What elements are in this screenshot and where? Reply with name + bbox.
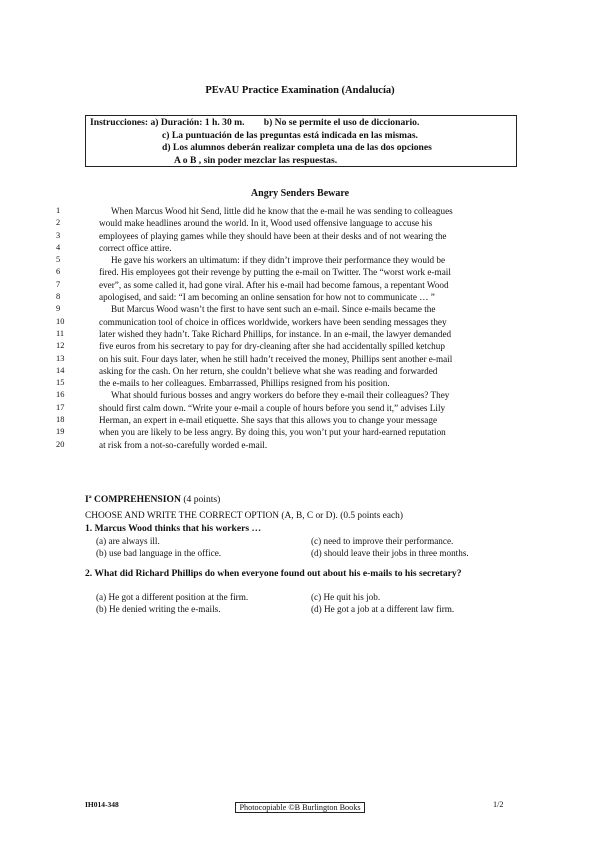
question-2-options xyxy=(96,592,516,615)
line-text: would make headlines around the world. In it, Wood used offensive language to accuse his xyxy=(99,218,433,229)
option-c: (c) need to improve their performance. xyxy=(311,536,454,546)
line-number: 6 xyxy=(56,267,61,277)
footer-copyright xyxy=(0,797,600,815)
line-number: 13 xyxy=(56,353,65,363)
passage-line xyxy=(52,205,522,217)
line-number: 12 xyxy=(56,341,65,351)
instructions-line-2: c) La puntuación de las preguntas está indicada en las mismas. xyxy=(162,129,418,141)
question-1-prompt: 1. Marcus Wood thinks that his workers … xyxy=(85,523,262,534)
line-number: 1 xyxy=(56,206,61,215)
line-text: the e-mails to her colleagues. Embarrassed, Phillips resigned from his position. xyxy=(99,378,390,389)
passage-line xyxy=(52,291,522,303)
option-b: (b) He denied writing the e-mails. xyxy=(96,603,221,614)
line-text: at risk from a not-so-carefully worded e-mail. xyxy=(99,439,268,450)
copyright-label: Photocopiable ©B Burlington Books xyxy=(235,802,364,813)
line-number: 2 xyxy=(56,218,61,228)
passage-line xyxy=(52,328,522,340)
line-text: later wished they hadn’t. Take Richard Phillips, for instance. In an e-mail, the lawyer demanded xyxy=(99,328,452,339)
passage-line xyxy=(52,439,522,451)
option-d: (d) should leave their jobs in three months. xyxy=(311,547,469,558)
line-number: 16 xyxy=(56,390,65,400)
line-text: should first calm down. “Write your e-mail a couple of hours before you send it,” advises Lily xyxy=(99,402,446,413)
passage-line xyxy=(52,365,522,377)
line-number: 7 xyxy=(56,279,61,289)
line-number: 19 xyxy=(56,427,65,437)
page-number: 1/2 xyxy=(493,800,504,809)
passage-line xyxy=(52,242,522,254)
passage-line xyxy=(52,402,522,414)
line-text: He gave his workers an ultimatum: if they didn’t improve their performance they would be xyxy=(111,255,446,266)
passage-line xyxy=(52,279,522,291)
line-number: 14 xyxy=(56,365,65,375)
line-text: on his suit. Four days later, when he still hadn’t received the money, Phillips sent another e-mail xyxy=(99,353,453,364)
line-text: five euros from his secretary to pay for dry-cleaning after she had accidentally spilled ketchup xyxy=(99,341,445,352)
question-1-options xyxy=(96,536,516,559)
option-a: (a) He got a different position at the firm. xyxy=(96,592,249,602)
instructions-line-4: A o B , sin poder mezclar las respuestas. xyxy=(174,154,338,166)
line-text: ever”, as some called it, had gone viral. After his e-mail had become famous, a repentant Wood xyxy=(99,279,449,290)
line-text: correct office attire. xyxy=(99,242,172,253)
passage-title: Angry Senders Beware xyxy=(250,188,350,199)
question-2-prompt: 2. What did Richard Phillips do when everyone found out about his e-mails to his secretary? xyxy=(85,568,462,579)
passage xyxy=(52,205,522,451)
passage-line xyxy=(52,254,522,266)
line-number: 20 xyxy=(56,439,65,449)
line-number: 10 xyxy=(56,316,65,326)
line-text: when you are likely to be less angry. By doing this, you won’t put your hard-earned reputation xyxy=(99,427,446,438)
line-text: fired. His employees got their revenge by putting the e-mail on Twitter. The “worst work e-mail xyxy=(99,267,451,278)
passage-line xyxy=(52,414,522,426)
instructions-line-3: d) Los alumnos deberán realizar completa una de las dos opciones xyxy=(162,142,432,153)
instructions-line-1: Instrucciones: a) Duración: 1 h. 30 m. b) No se permite el uso de diccionario. xyxy=(90,117,420,128)
passage-line xyxy=(52,340,522,352)
option-a: (a) are always ill. xyxy=(96,536,160,546)
section-points: (4 points) xyxy=(183,494,221,505)
line-text: Herman, an expert in e-mail etiquette. She says that this allows you to change your message xyxy=(99,415,438,426)
line-number: 4 xyxy=(56,242,61,252)
section-instruction: CHOOSE AND WRITE THE CORRECT OPTION (A, B, C or D). (0.5 points each) xyxy=(85,511,403,521)
passage-line xyxy=(52,217,522,229)
line-text: What should furious bosses and angry workers do before they e-mail their colleagues? They xyxy=(111,390,450,401)
passage-line xyxy=(52,303,522,315)
footer-code: IH014-348 xyxy=(85,800,119,809)
line-text: But Marcus Wood wasn’t the first to have sent such an e-mail. Since e-mails became the xyxy=(111,304,436,315)
passage-line xyxy=(52,266,522,278)
passage-line xyxy=(52,353,522,365)
line-text: When Marcus Wood hit Send, little did he know that the e-mail he was sending to colleagues xyxy=(111,206,453,216)
option-d: (d) He got a job at a different law firm. xyxy=(311,603,455,614)
passage-line xyxy=(52,316,522,328)
line-number: 11 xyxy=(56,328,65,338)
option-b: (b) use bad language in the office. xyxy=(96,547,222,558)
line-number: 17 xyxy=(56,402,65,412)
line-number: 5 xyxy=(56,255,61,265)
line-number: 9 xyxy=(56,304,61,314)
instructions-box xyxy=(85,115,517,167)
passage-line xyxy=(52,377,522,389)
line-number: 8 xyxy=(56,292,61,302)
section-heading xyxy=(85,494,220,505)
passage-line xyxy=(52,389,522,401)
line-text: communication tool of choice in offices worldwide, workers have been sending messages they xyxy=(99,316,447,327)
line-number: 15 xyxy=(56,378,65,388)
passage-line xyxy=(52,230,522,242)
line-text: apologised, and said: “I am becoming an online sensation for how not to communicate … ” xyxy=(99,292,435,303)
line-number: 18 xyxy=(56,415,65,425)
line-text: asking for the cash. On her return, she couldn’t believe what she was reading and forwarded xyxy=(99,365,438,376)
passage-line xyxy=(52,426,522,438)
line-text: employees of playing games while they should have been at their desks and of not wearing the xyxy=(99,230,447,241)
line-number: 3 xyxy=(56,230,61,240)
section-title: Iª COMPREHENSION xyxy=(85,494,181,505)
option-c: (c) He quit his job. xyxy=(311,592,381,602)
exam-title: PEvAU Practice Examination (Andalucía) xyxy=(205,85,395,96)
